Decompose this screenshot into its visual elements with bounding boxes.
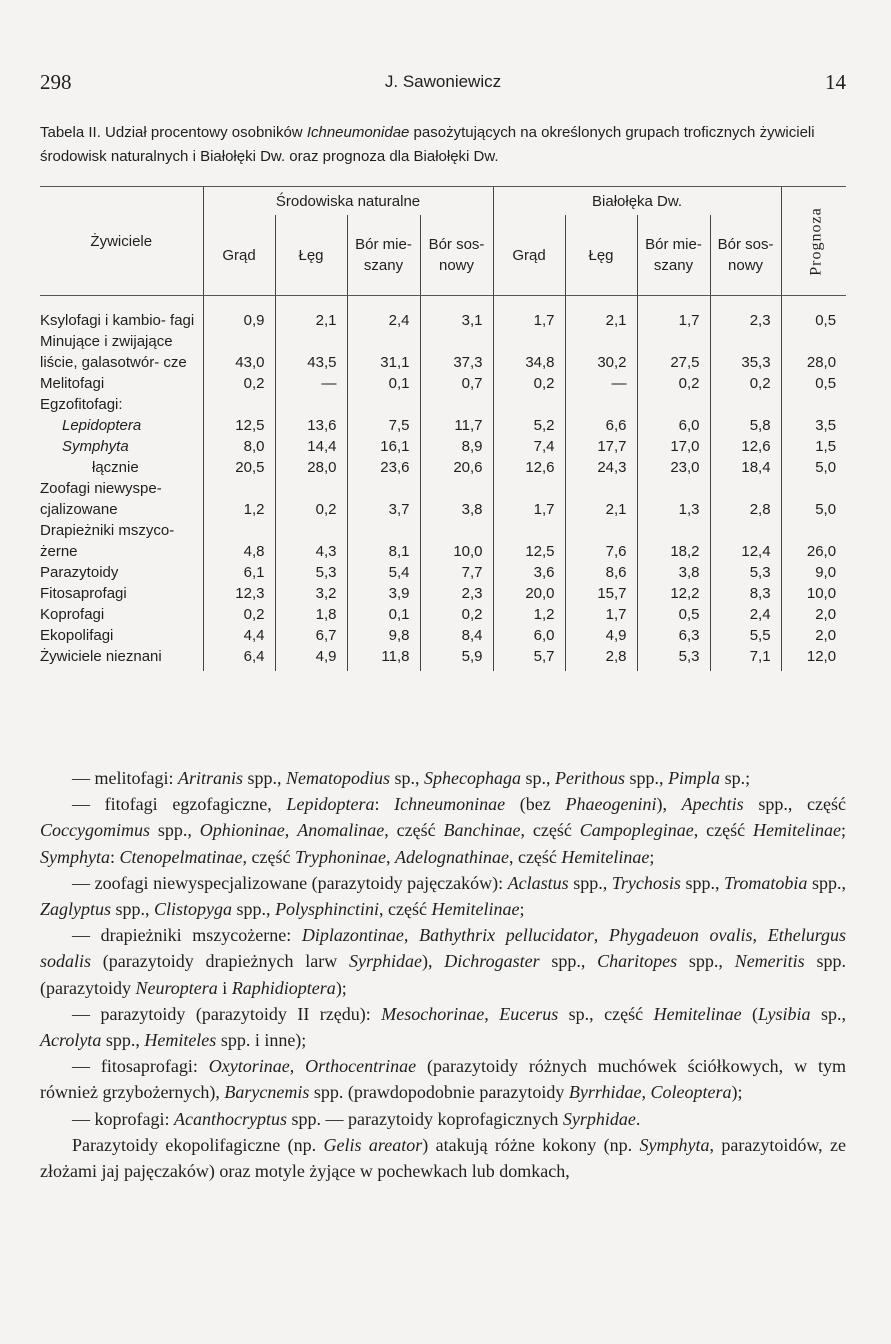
value-cell: 6,6 (565, 415, 637, 436)
prognosis-cell: 3,5 (781, 415, 846, 436)
value-cell: 43,0 (203, 331, 275, 373)
row-label: Lepidoptera (62, 417, 142, 434)
value-cell: 1,8 (275, 604, 347, 625)
value-cell: 0,7 (420, 373, 493, 394)
paragraph: — drapieżniki mszycożerne: Diplazontinae, Bathythrix pellucidator, Phygadeuon ovalis, Ethelurgus sodalis (parazytoidy drapieżnych larw Syrphidae), Dichrogaster spp., Charitopes spp., Nemeritis spp. (parazytoidy Neuroptera i Raphidioptera); (40, 925, 847, 998)
value-cell: 7,1 (710, 646, 781, 671)
value-cell: 20,0 (493, 583, 565, 604)
value-cell: 5,3 (275, 562, 347, 583)
value-cell: 43,5 (275, 331, 347, 373)
value-cell: 1,7 (493, 478, 565, 520)
section-number: 14 (825, 70, 846, 94)
value-cell: 8,0 (203, 436, 275, 457)
value-cell: 7,7 (420, 562, 493, 583)
value-cell: — (565, 373, 637, 394)
value-cell: 20,6 (420, 457, 493, 478)
value-cell: 6,1 (203, 562, 275, 583)
value-cell: 12,4 (710, 520, 781, 562)
value-cell: 1,7 (565, 604, 637, 625)
value-cell: 2,4 (710, 604, 781, 625)
value-cell: 0,9 (203, 296, 275, 332)
row-label: Parazytoidy (40, 564, 119, 581)
table-row (40, 583, 846, 604)
value-cell: 28,0 (275, 457, 347, 478)
row-label: Ekopolifagi (40, 627, 114, 644)
value-cell: 11,8 (347, 646, 420, 671)
table-row (40, 604, 846, 625)
value-cell (710, 394, 781, 415)
table-body (40, 296, 846, 672)
value-cell: 12,2 (637, 583, 710, 604)
running-title: J. Sawoniewicz (384, 72, 502, 91)
value-cell (565, 394, 637, 415)
value-cell: 5,2 (493, 415, 565, 436)
value-cell: 6,0 (493, 625, 565, 646)
row-label: Fitosaprofagi (40, 585, 127, 602)
value-cell: 2,4 (347, 296, 420, 332)
value-cell: 5,3 (637, 646, 710, 671)
value-cell: 0,2 (493, 373, 565, 394)
paragraph: — zoofagi niewyspecjalizowane (parazytoidy pajęczaków): Aclastus spp., Trychosis spp., Tromatobia spp., Zaglyptus spp., Clistopyga spp., Polysphinctini, część Hemitelinae; (40, 872, 846, 920)
table-row (40, 646, 846, 671)
value-cell: 37,3 (420, 331, 493, 373)
value-cell: 0,2 (203, 373, 275, 394)
value-cell: 16,1 (347, 436, 420, 457)
caption-taxon: Ichneumonidae (306, 124, 410, 141)
value-cell: 3,9 (347, 583, 420, 604)
value-cell: 3,7 (347, 478, 420, 520)
value-cell: 1,7 (493, 296, 565, 332)
value-cell: 18,4 (710, 457, 781, 478)
value-cell: 18,2 (637, 520, 710, 562)
value-cell: 12,6 (493, 457, 565, 478)
value-cell: 3,1 (420, 296, 493, 332)
value-cell: 0,2 (637, 373, 710, 394)
prognosis-cell: 5,0 (781, 478, 846, 520)
value-cell: 3,8 (637, 562, 710, 583)
value-cell: 0,2 (420, 604, 493, 625)
paragraph: — fitofagi egzofagiczne, Lepidoptera: Ichneumoninae (bez Phaeogenini), Apechtis spp., część Coccygomimus spp., Ophioninae, Anomalinae, część Banchinae, część Campopleginae, część Hemitelinae; Symphyta: Ctenopelmatinae, część Tryphoninae, Adelognathinae, część Hemitelinae; (40, 794, 846, 867)
value-cell: 13,6 (275, 415, 347, 436)
paragraph: — parazytoidy (parazytoidy II rzędu): Mesochorinae, Eucerus sp., część Hemitelinae (Lysibia sp., Acrolyta spp., Hemiteles spp. i inne); (40, 1003, 847, 1051)
value-cell: 2,1 (275, 296, 347, 332)
value-cell: 5,8 (710, 415, 781, 436)
value-cell: 12,5 (493, 520, 565, 562)
column-header: Bór sos- nowy (710, 215, 781, 296)
data-table (40, 186, 846, 671)
table-row (40, 436, 846, 457)
value-cell: 7,4 (493, 436, 565, 457)
prognosis-cell: 26,0 (781, 520, 846, 562)
row-label: Melitofagi (40, 375, 105, 392)
value-cell: 0,1 (347, 373, 420, 394)
row-label: Egzofitofagi: (40, 396, 123, 413)
prognosis-cell: 12,0 (781, 646, 846, 671)
value-cell: 27,5 (637, 331, 710, 373)
paragraph: — fitosaprofagi: Oxytorinae, Orthocentrinae (parazytoidy różnych muchówek ściółkowych, w tym również grzybożernych), Barycnemis spp. (prawdopodobnie parazytoidy Byrrhidae, Coleoptera); (40, 1056, 846, 1103)
column-header: Grąd (203, 215, 275, 296)
row-label: Minujące i zwijające liście, galasotwór- cze (40, 333, 187, 371)
value-cell: 35,3 (710, 331, 781, 373)
column-header: Łęg (565, 215, 637, 296)
value-cell: 0,2 (203, 604, 275, 625)
column-header: Grąd (493, 215, 565, 296)
prognosis-cell: 0,5 (781, 296, 846, 332)
value-cell: 8,9 (420, 436, 493, 457)
paragraph: — melitofagi: Aritranis spp., Nematopodius sp., Sphecophaga sp., Perithous spp., Pimpla sp.; (72, 768, 751, 788)
value-cell: 0,2 (275, 478, 347, 520)
prognosis-cell: 0,5 (781, 373, 846, 394)
paragraph: Parazytoidy ekopolifagiczne (np. Gelis areator) atakują różne kokony (np. Symphyta, parazytoidów, ze złożami jaj pajęczaków) oraz motyle żyjące w pochewkach lub domkach, (40, 1134, 847, 1182)
value-cell: 12,3 (203, 583, 275, 604)
value-cell: 4,4 (203, 625, 275, 646)
prognosis-cell: 2,0 (781, 625, 846, 646)
value-cell (420, 394, 493, 415)
prognosis-cell: 1,5 (781, 436, 846, 457)
value-cell: 4,3 (275, 520, 347, 562)
table-caption (40, 121, 846, 169)
value-cell (637, 394, 710, 415)
column-header: Bór mie- szany (637, 215, 710, 296)
value-cell: 2,8 (565, 646, 637, 671)
value-cell: 3,6 (493, 562, 565, 583)
table-header-row-1 (40, 187, 846, 216)
row-label: Ksylofagi i kambio- fagi (40, 312, 195, 329)
prognosis-cell: 9,0 (781, 562, 846, 583)
value-cell: 10,0 (420, 520, 493, 562)
column-header: Bór sos- nowy (420, 215, 493, 296)
row-label: Żywiciele nieznani (40, 648, 162, 665)
column-header: Łęg (275, 215, 347, 296)
value-cell (203, 394, 275, 415)
value-cell: 4,8 (203, 520, 275, 562)
row-label: Symphyta (62, 438, 129, 455)
group-header-natural: Środowiska naturalne (203, 187, 493, 216)
table-row (40, 562, 846, 583)
value-cell: 0,1 (347, 604, 420, 625)
value-cell (347, 394, 420, 415)
value-cell: — (275, 373, 347, 394)
value-cell: 17,0 (637, 436, 710, 457)
value-cell: 7,6 (565, 520, 637, 562)
row-label: łącznie (92, 459, 139, 476)
prognosis-header (781, 187, 846, 296)
value-cell: 9,8 (347, 625, 420, 646)
value-cell: 0,5 (637, 604, 710, 625)
value-cell: 6,4 (203, 646, 275, 671)
value-cell: 2,1 (565, 296, 637, 332)
paragraph: — koprofagi: Acanthocryptus spp. — parazytoidy koprofagicznych Syrphidae. (72, 1108, 641, 1129)
value-cell: 14,4 (275, 436, 347, 457)
value-cell: 1,2 (493, 604, 565, 625)
row-header: Żywiciele (40, 187, 203, 296)
value-cell: 4,9 (275, 646, 347, 671)
row-label: Drapieżniki mszyco- żerne (40, 522, 175, 560)
prognosis-cell: 28,0 (781, 331, 846, 373)
value-cell: 23,6 (347, 457, 420, 478)
value-cell: 24,3 (565, 457, 637, 478)
value-cell: 6,0 (637, 415, 710, 436)
value-cell: 2,3 (420, 583, 493, 604)
row-label: Koprofagi (40, 606, 105, 623)
row-label: Zoofagi niewyspe- cjalizowane (40, 480, 162, 518)
table-row (40, 296, 846, 332)
value-cell: 12,5 (203, 415, 275, 436)
value-cell (275, 394, 347, 415)
value-cell: 1,2 (203, 478, 275, 520)
value-cell: 8,3 (710, 583, 781, 604)
table-row (40, 415, 846, 436)
column-header: Bór mie- szany (347, 215, 420, 296)
caption-suffix: pasożytujących na określonych grupach troficznych żywicieli środowisk naturalnych i Białołęki Dw. oraz prognoza dla Białołęki Dw. (40, 124, 815, 165)
table-row (40, 520, 846, 562)
prognosis-cell: 2,0 (781, 604, 846, 625)
table-row (40, 394, 846, 415)
value-cell: 4,9 (565, 625, 637, 646)
value-cell: 8,1 (347, 520, 420, 562)
value-cell: 8,4 (420, 625, 493, 646)
value-cell: 1,7 (637, 296, 710, 332)
table-row (40, 373, 846, 394)
value-cell: 12,6 (710, 436, 781, 457)
value-cell: 3,2 (275, 583, 347, 604)
value-cell: 30,2 (565, 331, 637, 373)
group-header-bialoleka: Białołęka Dw. (493, 187, 781, 216)
value-cell: 2,3 (710, 296, 781, 332)
table-row (40, 478, 846, 520)
value-cell: 5,7 (493, 646, 565, 671)
value-cell: 5,5 (710, 625, 781, 646)
prognosis-cell (781, 394, 846, 415)
value-cell: 2,1 (565, 478, 637, 520)
value-cell: 34,8 (493, 331, 565, 373)
table-row (40, 625, 846, 646)
value-cell: 6,7 (275, 625, 347, 646)
table-row (40, 331, 846, 373)
value-cell: 6,3 (637, 625, 710, 646)
page-number: 298 (40, 70, 72, 94)
value-cell: 0,2 (710, 373, 781, 394)
value-cell: 1,3 (637, 478, 710, 520)
value-cell (493, 394, 565, 415)
value-cell: 5,4 (347, 562, 420, 583)
value-cell: 7,5 (347, 415, 420, 436)
value-cell: 31,1 (347, 331, 420, 373)
prognosis-label: Prognoza (807, 206, 825, 276)
body-text (40, 765, 846, 1184)
value-cell: 3,8 (420, 478, 493, 520)
value-cell: 17,7 (565, 436, 637, 457)
value-cell: 8,6 (565, 562, 637, 583)
value-cell: 5,3 (710, 562, 781, 583)
value-cell: 20,5 (203, 457, 275, 478)
prognosis-cell: 10,0 (781, 583, 846, 604)
caption-prefix: Tabela II. Udział procentowy osobników (40, 124, 307, 141)
value-cell: 11,7 (420, 415, 493, 436)
page-header (40, 70, 846, 100)
prognosis-cell: 5,0 (781, 457, 846, 478)
value-cell: 15,7 (565, 583, 637, 604)
value-cell: 23,0 (637, 457, 710, 478)
table-row (40, 457, 846, 478)
value-cell: 5,9 (420, 646, 493, 671)
value-cell: 2,8 (710, 478, 781, 520)
